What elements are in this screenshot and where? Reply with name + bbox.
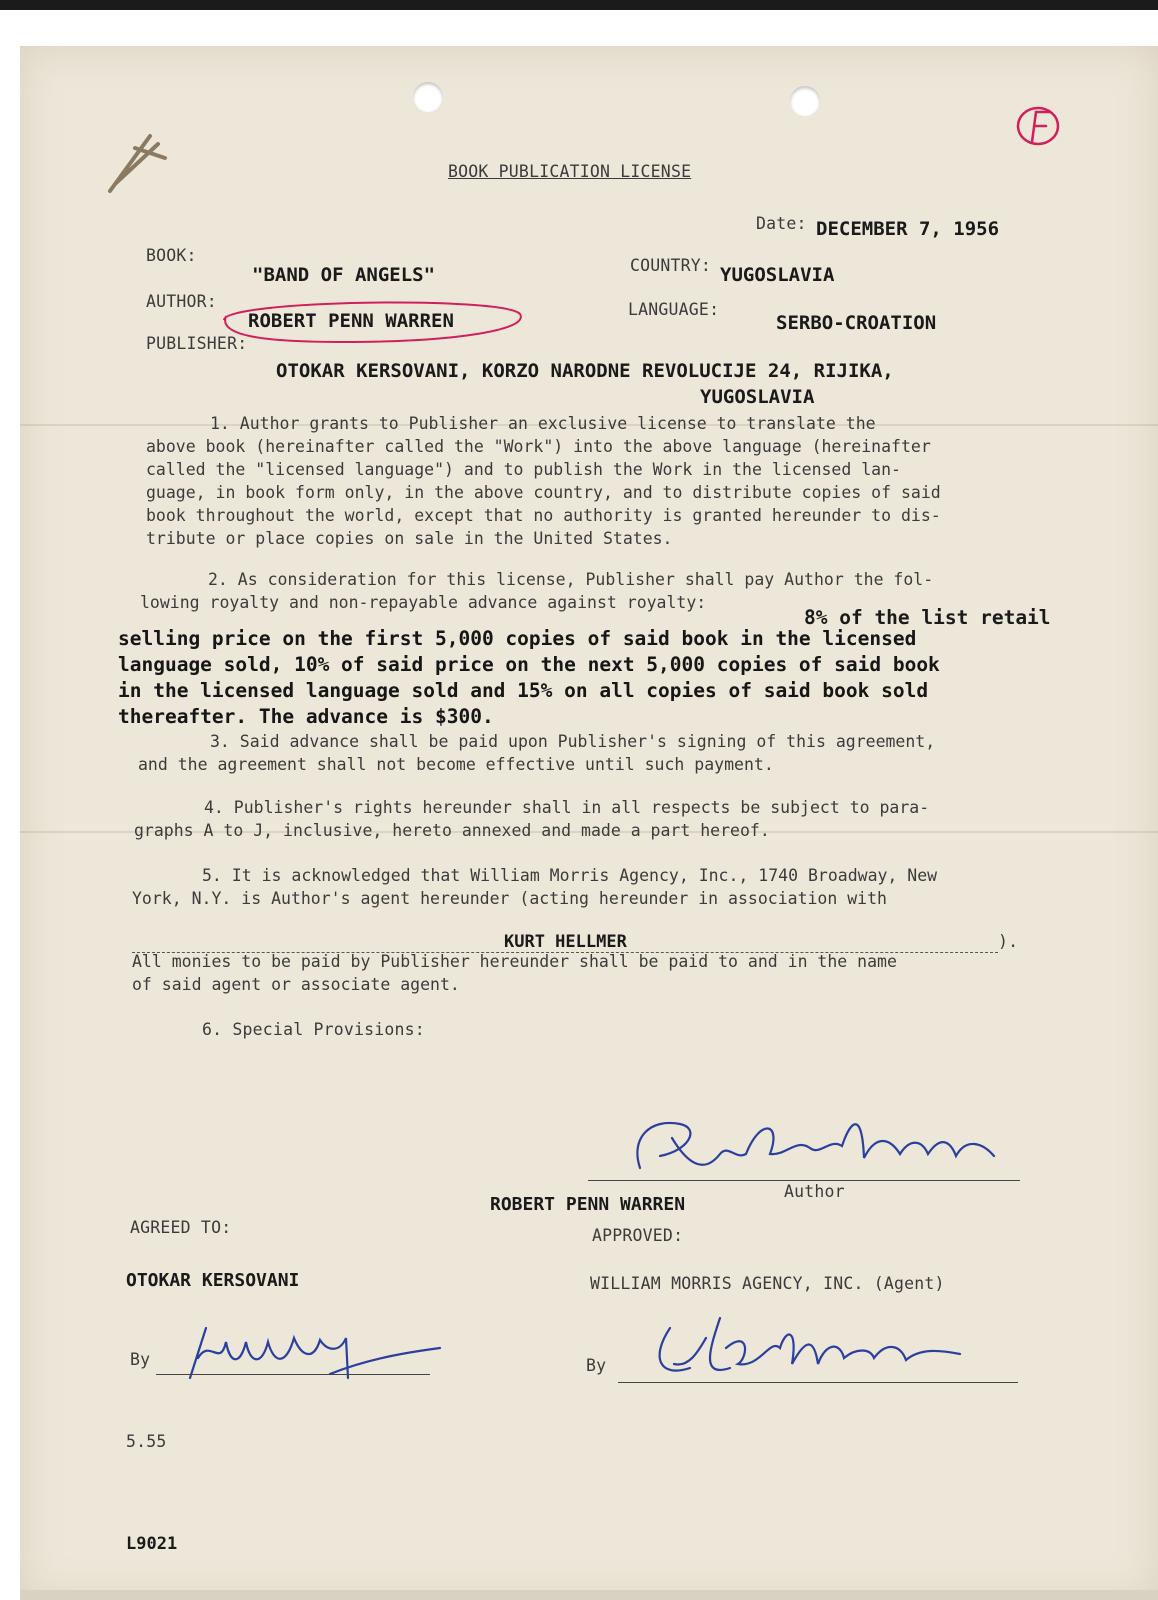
paragraph-5b-line: All monies to be paid by Publisher hereunder shall be paid to and in the name <box>132 952 897 971</box>
publisher-typed-name: OTOKAR KERSOVANI <box>126 1270 300 1291</box>
paragraph-1-line: 1. Author grants to Publisher an exclusive license to translate the <box>210 414 876 433</box>
book-value: "BAND OF ANGELS" <box>252 264 436 286</box>
paragraph-4-line: graphs A to J, inclusive, hereto annexed and made a part hereof. <box>134 821 770 840</box>
publisher-signature <box>170 1308 450 1388</box>
country-value: YUGOSLAVIA <box>720 264 835 286</box>
paragraph-5b-line: of said agent or associate agent. <box>132 975 460 994</box>
paragraph-4 <box>134 796 929 842</box>
paragraph-1-line: above book (hereinafter called the "Work") into the above language (hereinafter <box>146 437 931 456</box>
associate-agent-name: KURT HELLMER <box>504 932 627 952</box>
punch-hole-right <box>790 86 820 116</box>
by-label-right: By <box>586 1356 607 1375</box>
author-caption: Author <box>784 1182 845 1201</box>
publisher-label: PUBLISHER: <box>146 334 248 353</box>
author-value: ROBERT PENN WARREN <box>248 310 454 332</box>
scan-top-border <box>0 0 1158 10</box>
language-value: SERBO-CROATION <box>776 312 937 334</box>
approved-label: APPROVED: <box>592 1226 684 1245</box>
royalty-terms-line: thereafter. The advance is $300. <box>118 705 494 728</box>
paragraph-1 <box>146 412 941 550</box>
publisher-address-line1: OTOKAR KERSOVANI, KORZO NARODNE REVOLUCIJE 24, RIJIKA, <box>276 360 894 382</box>
punch-hole-left <box>413 82 443 112</box>
paragraph-3-line: and the agreement shall not become effective until such payment. <box>138 755 774 774</box>
country-label: COUNTRY: <box>630 256 712 275</box>
paragraph-5 <box>132 864 937 910</box>
paragraph-4-line: 4. Publisher's rights hereunder shall in all respects be subject to para- <box>204 798 930 817</box>
associate-agent-close: ). <box>998 932 1019 951</box>
author-typed-name: ROBERT PENN WARREN <box>490 1194 686 1215</box>
paragraph-1-line: called the "licensed language") and to publish the Work in the licensed lan- <box>146 460 901 479</box>
red-circled-mark-icon <box>1008 96 1068 156</box>
publisher-address-line2: YUGOSLAVIA <box>700 386 815 408</box>
paragraph-1-line: guage, in book form only, in the above country, and to distribute copies of said <box>146 483 941 502</box>
date-label: Date: <box>756 214 807 233</box>
special-provisions: 6. Special Provisions: <box>202 1020 425 1039</box>
agreed-to-label: AGREED TO: <box>130 1218 232 1237</box>
date-value: DECEMBER 7, 1956 <box>816 218 1000 240</box>
paragraph-5-line: York, N.Y. is Author's agent hereunder (acting hereunder in association with <box>132 889 887 908</box>
author-signature <box>610 1098 1030 1188</box>
staple-mark-icon <box>80 96 180 206</box>
author-signature-line <box>588 1180 1020 1181</box>
paragraph-3 <box>138 730 935 776</box>
royalty-terms <box>118 626 940 730</box>
paragraph-3-line: 3. Said advance shall be paid upon Publisher's signing of this agreement, <box>210 732 936 751</box>
license-title: BOOK PUBLICATION LICENSE <box>448 162 692 181</box>
paragraph-1-line: tribute or place copies on sale in the United States. <box>146 529 673 548</box>
paragraph-5b <box>132 950 897 996</box>
document-sheet <box>20 46 1158 1600</box>
book-label: BOOK: <box>146 246 197 265</box>
royalty-terms-start: 8% of the list retail <box>804 606 1051 629</box>
author-label: AUTHOR: <box>146 292 217 311</box>
paragraph-2-line: lowing royalty and non-repayable advance against royalty: <box>140 593 707 612</box>
royalty-terms-line: selling price on the first 5,000 copies of said book in the licensed <box>118 627 917 650</box>
agency-typed-name: WILLIAM MORRIS AGENCY, INC. (Agent) <box>590 1274 945 1293</box>
by-label-left: By <box>130 1350 151 1369</box>
royalty-terms-line: in the licensed language sold and 15% on all copies of said book sold <box>118 679 929 702</box>
paragraph-5-line: 5. It is acknowledged that William Morris Agency, Inc., 1740 Broadway, New <box>202 866 938 885</box>
paragraph-1-line: book throughout the world, except that no authority is granted hereunder to dis- <box>146 506 941 525</box>
form-number: 5.55 <box>126 1432 167 1451</box>
royalty-terms-line: language sold, 10% of said price on the next 5,000 copies of said book <box>118 653 940 676</box>
publisher-signature-line <box>156 1374 430 1375</box>
language-label: LANGUAGE: <box>628 300 720 319</box>
paragraph-2-line: 2. As consideration for this license, Publisher shall pay Author the fol- <box>208 570 934 589</box>
stacked-pages-edge <box>20 1590 1158 1600</box>
pink-circle-annotation <box>204 292 528 348</box>
document-number: L9021 <box>126 1534 178 1554</box>
agency-signature <box>630 1298 990 1388</box>
agency-signature-line <box>618 1382 1018 1383</box>
